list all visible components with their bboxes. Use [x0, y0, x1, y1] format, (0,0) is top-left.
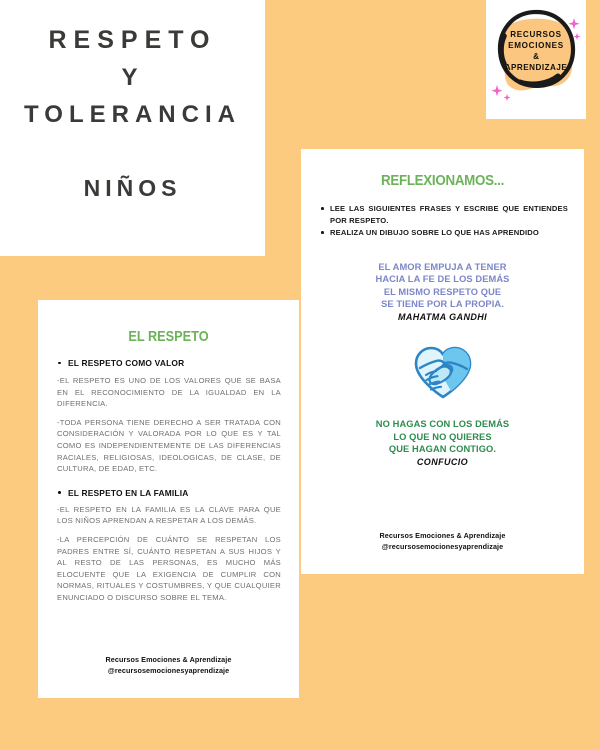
title-card — [0, 0, 265, 256]
footer-handle: @recursosemocionesyaprendizaje — [107, 665, 230, 675]
quote-gandhi-line3: EL MISMO RESPETO QUE — [383, 286, 502, 297]
quote-gandhi-author: MAHATMA GANDHI — [397, 312, 488, 323]
quote-confucio-author: CONFUCIO — [416, 457, 469, 468]
paragraph: -EL RESPETO EN LA FAMILIA ES LA CLAVE PARA QUE LOS NIÑOS APRENDAN A RESPETAR A LOS DEMÁS. — [57, 504, 281, 526]
section-heading-familia: EL RESPETO EN LA FAMILIA — [38, 488, 299, 498]
logo-text-amp: & — [533, 52, 539, 61]
brand-logo — [486, 0, 586, 119]
quote-confucio-line2: LO QUE NO QUIERES — [393, 431, 492, 442]
paragraph: -LA PERCEPCIÓN DE CUÁNTO SE RESPETAN LOS PADRES ENTRE SÍ, CUÁNTO RESPETAN A SUS HIJOS Y AL RESTO DE LAS PERSONAS, ES MUCHO MÁS ELOCUENTE QUE LA EXIGENCIA DE CUMPLIR CON NORMAS, RITUALES Y COSTUMBRES, Y QUE CUALQUIER ENUNCIADO O DISCURSO SOBRE EL TEMA. — [57, 534, 281, 602]
quote-gandhi-line2: HACIA LA FE DE LOS DEMÁS — [375, 274, 510, 285]
reflexionamos-footer — [301, 531, 584, 552]
logo-card — [486, 0, 586, 119]
paragraph: -TODA PERSONA TIENE DERECHO A SER TRATADA CON CONSIDERACIÓN Y VALORADA POR LO QUE ES Y TAL COMO ES INDEPENDIENTEMENTE DE LAS DIFERENCIAS RACIALES, RELIGIOSAS, IDEOLOGICAS, DE CLASE, DE CULTURA, DE EDAD, ETC. — [57, 417, 281, 474]
footer-brand: Recursos Emociones & Aprendizaje — [379, 531, 506, 540]
reflexionamos-title: REFLEXIONAMOS... — [380, 173, 505, 189]
reflexionamos-card — [301, 149, 584, 574]
logo-text-recursos: RECURSOS — [510, 30, 562, 39]
reflexionamos-bullet-list — [301, 203, 584, 239]
title-line-respeto: RESPETO — [48, 26, 217, 54]
title-line-tolerancia: TOLERANCIA — [24, 101, 241, 128]
logo-icon — [488, 4, 584, 116]
list-item: REALIZA UN DIBUJO SOBRE LO QUE HAS APRENDIDO — [321, 227, 568, 239]
list-item: LEE LAS SIGUIENTES FRASES Y ESCRIBE QUE ENTIENDES POR RESPETO. — [321, 203, 568, 226]
quote-confucio-line3: QUE HAGAN CONTIGO. — [388, 444, 497, 455]
handshake-heart-icon-wrap — [301, 344, 584, 400]
el-respeto-footer — [38, 655, 299, 676]
quote-confucio — [301, 418, 584, 469]
quote-gandhi-line4: SE TIENE POR LA PROPIA. — [381, 299, 504, 310]
quote-confucio-line1: NO HAGAS CON LOS DEMÁS — [375, 418, 510, 429]
title-lines — [0, 22, 265, 207]
title-line-ninos: NIÑOS — [83, 175, 182, 201]
quote-gandhi-line1: EL AMOR EMPUJA A TENER — [378, 261, 507, 272]
handshake-heart-icon — [412, 344, 474, 400]
footer-handle: @recursosemocionesyaprendizaje — [381, 541, 504, 551]
quote-gandhi — [301, 261, 584, 324]
title-line-y: Y — [121, 64, 144, 91]
logo-text-aprendizaje: APRENDIZAJE — [504, 63, 568, 72]
footer-brand: Recursos Emociones & Aprendizaje — [105, 655, 232, 664]
logo-text-emociones: EMOCIONES — [508, 41, 564, 50]
el-respeto-card — [38, 300, 299, 698]
paragraph: -EL RESPETO ES UNO DE LOS VALORES QUE SE BASA EN EL RECONOCIMIENTO DE LA IGUALDAD EN LA DIFERENCIA. — [57, 376, 281, 409]
section-heading-valor: EL RESPETO COMO VALOR — [38, 358, 299, 368]
el-respeto-title: EL RESPETO — [128, 328, 209, 345]
